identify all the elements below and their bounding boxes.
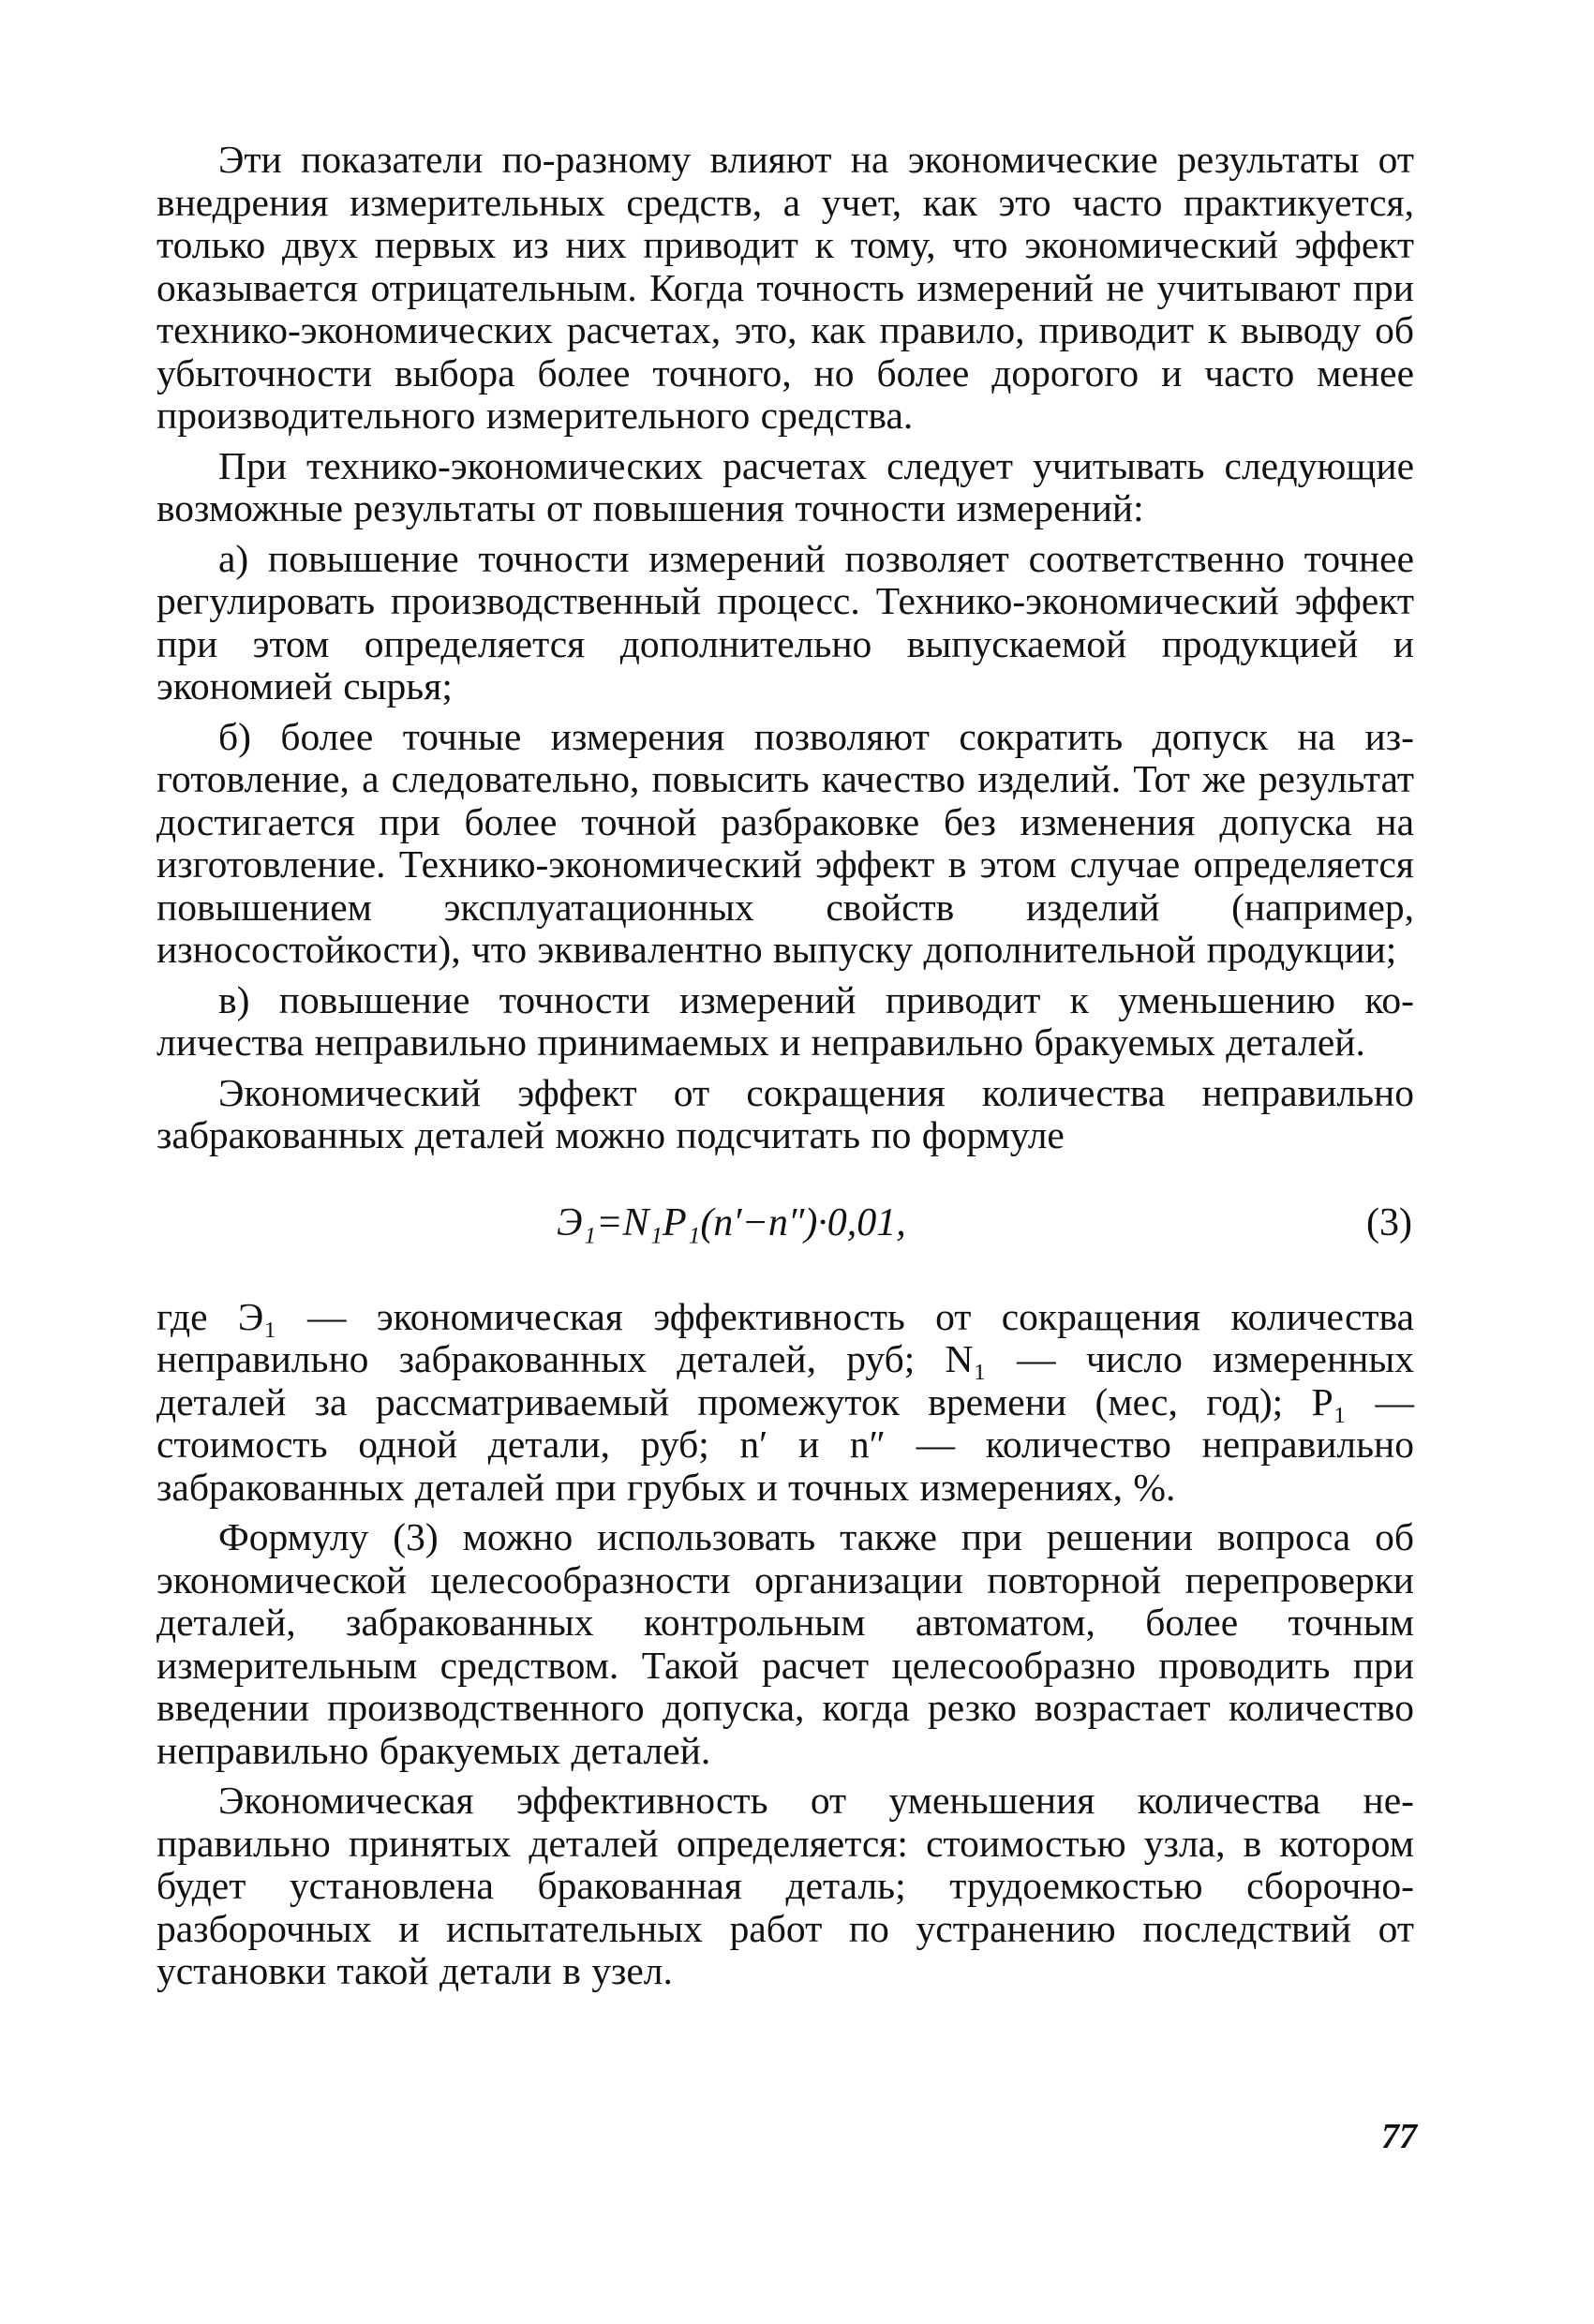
paragraph-accepted-parts: Экономическая эффективность от уменьшения количества неправильно принятых деталей определяется: стоимостью узла, в котором будет установлена бракованная деталь; трудоемкостью сборочно-разборочных и испытательных работ по устранению последствий от установки такой детали в узел.: [156, 1779, 1414, 1992]
formula-row: [156, 1195, 1414, 1251]
paragraph-indicators: Эти показатели по-разному влияют на экономические результаты от внедрения измерительных средств, а учет, как это часто практикуется, только двух первых из них приводит к тому, что экономический эффект оказывается отрицательным. Когда точность измерений не учитывают при технико-экономических расчетах, это, как правило, приводит к выводу об убыточности выбора более точного, но более дорогого и часто менее производительного измерительного средства.: [156, 138, 1414, 437]
formula-expression: Э₁=N₁P₁(n′−n″)·0,01,: [557, 1200, 906, 1244]
formula-legend: где Э₁ — экономическая эффективность от сокращения количества неправильно забракованных деталей, руб; N₁ — число измеренных деталей за рассматриваемый промежуток времени (мес, год); P₁ — стоимость одной детали, руб; n′ и n″ — количество неправильно забракованных деталей при грубых и точных измерениях, %.: [156, 1294, 1414, 1509]
formula-number: (3): [1366, 1200, 1412, 1244]
list-item-a: а) повышение точности измерений позволяет соответственно точнее регулировать производственный процесс. Технико-экономический эффект при этом определяется дополнительно выпускаемой продукцией и экономией сырья;: [156, 536, 1414, 708]
paragraph-formula-intro: Экономический эффект от сокращения количества неправильно забракованных деталей можно подсчитать по формуле: [156, 1070, 1414, 1156]
page-number: 77: [1381, 2117, 1417, 2156]
paragraph-calculations-intro: При технико-экономических расчетах следует учитывать следующие возможные результаты от повышения точности измерений:: [156, 443, 1414, 529]
list-item-b: б) более точные измерения позволяют сократить допуск на изготовление, а следовательно, повысить качество изделий. Тот же результат достигается при более точной разбраковке без изменения допуска на изготовление. Технико-экономический эффект в этом случае определяется повышением эксплуатационных свойств изделий (например, износостойкости), что эквивалентно выпуску дополнительной продукции;: [156, 714, 1414, 971]
page-body: [156, 139, 1414, 1993]
paragraph-formula-usage: Формулу (3) можно использовать также при решении вопроса об экономической целесообразности организации повторной перепроверки деталей, забракованных контрольным автоматом, более точным измерительным средством. Такой расчет целесообразно проводить при введении производственного допуска, когда резко возрастает количество неправильно бракуемых деталей.: [156, 1515, 1414, 1772]
list-item-c: в) повышение точности измерений приводит к уменьшению количества неправильно принимаемых и неправильно бракуемых деталей.: [156, 977, 1414, 1064]
